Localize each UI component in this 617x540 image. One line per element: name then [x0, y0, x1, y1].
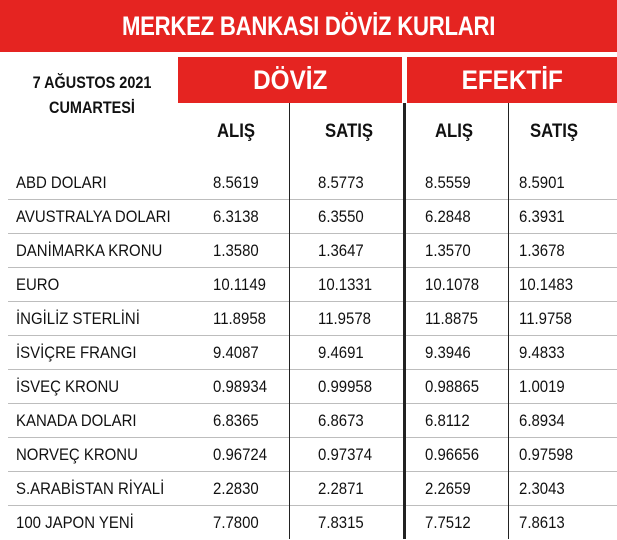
- table-row: [0, 404, 617, 438]
- rate-doviz-alis: 1.3580: [213, 241, 259, 260]
- table-row: [0, 472, 617, 506]
- page-title: MERKEZ BANKASI DÖVİZ KURLARI: [121, 10, 496, 41]
- rate-efektif-alis: 9.3946: [425, 343, 471, 362]
- column-header-doviz-alis: ALIŞ: [216, 121, 256, 142]
- group-header-efektif: [407, 57, 617, 103]
- rate-efektif-satis: 2.3043: [519, 479, 565, 498]
- table-row: [0, 166, 617, 200]
- rate-efektif-alis: 1.3570: [425, 241, 471, 260]
- table-row: [0, 302, 617, 336]
- rate-doviz-alis: 8.5619: [213, 173, 259, 192]
- rate-efektif-satis: 8.5901: [519, 173, 565, 192]
- currency-name: İSVEÇ KRONU: [16, 377, 120, 396]
- rate-efektif-satis: 0.97598: [519, 445, 574, 464]
- rate-doviz-satis: 7.8315: [318, 513, 364, 532]
- rate-doviz-alis: 7.7800: [213, 513, 259, 532]
- group-label-doviz: DÖVİZ: [252, 64, 328, 95]
- currency-name: AVUSTRALYA DOLARI: [16, 207, 171, 226]
- rate-efektif-alis: 2.2659: [425, 479, 471, 498]
- rate-efektif-alis: 6.2848: [425, 207, 471, 226]
- currency-name: EURO: [16, 275, 60, 294]
- table-row: [0, 200, 617, 234]
- rate-efektif-alis: 0.98865: [425, 377, 480, 396]
- column-header-doviz-satis: SATIŞ: [324, 121, 373, 142]
- rate-efektif-alis: 6.8112: [425, 411, 470, 430]
- column-header-efektif-satis: SATIŞ: [529, 121, 578, 142]
- rate-doviz-satis: 0.99958: [318, 377, 373, 396]
- column-header-efektif-alis: ALIŞ: [434, 121, 474, 142]
- table-row: [0, 370, 617, 404]
- currency-name: ABD DOLARI: [16, 173, 107, 192]
- column-divider: [508, 103, 509, 539]
- rate-doviz-satis: 9.4691: [318, 343, 364, 362]
- rate-doviz-satis: 6.3550: [318, 207, 364, 226]
- group-header-doviz: [178, 57, 402, 103]
- rate-efektif-satis: 1.0019: [519, 377, 565, 396]
- rate-doviz-alis: 0.98934: [213, 377, 268, 396]
- table-row: [0, 268, 617, 302]
- date-text: 7 AĞUSTOS 2021: [32, 73, 152, 92]
- rate-doviz-alis: 11.8958: [213, 309, 266, 328]
- rate-doviz-alis: 0.96724: [213, 445, 268, 464]
- rate-efektif-satis: 6.3931: [519, 207, 565, 226]
- rate-doviz-satis: 0.97374: [318, 445, 373, 464]
- rate-efektif-alis: 10.1078: [425, 275, 480, 294]
- rate-efektif-alis: 0.96656: [425, 445, 480, 464]
- table-row: [0, 506, 617, 540]
- rate-efektif-satis: 10.1483: [519, 275, 574, 294]
- rate-doviz-satis: 1.3647: [318, 241, 364, 260]
- currency-name: 100 JAPON YENİ: [16, 513, 134, 532]
- rate-doviz-satis: 2.2871: [318, 479, 364, 498]
- rate-doviz-alis: 6.3138: [213, 207, 259, 226]
- rate-doviz-alis: 6.8365: [213, 411, 259, 430]
- title-bar: [0, 0, 617, 52]
- rate-doviz-alis: 2.2830: [213, 479, 259, 498]
- rate-doviz-satis: 11.9578: [318, 309, 371, 328]
- currency-name: İNGİLİZ STERLİNİ: [16, 309, 140, 328]
- rate-doviz-satis: 8.5773: [318, 173, 364, 192]
- rate-doviz-satis: 10.1331: [318, 275, 373, 294]
- table-row: [0, 234, 617, 268]
- rate-efektif-satis: 9.4833: [519, 343, 565, 362]
- rate-efektif-satis: 6.8934: [519, 411, 565, 430]
- rate-efektif-alis: 8.5559: [425, 173, 471, 192]
- rate-efektif-satis: 1.3678: [519, 241, 565, 260]
- currency-name: NORVEÇ KRONU: [16, 445, 138, 464]
- rate-efektif-alis: 7.7512: [425, 513, 471, 532]
- column-divider: [289, 103, 290, 539]
- currency-name: S.ARABİSTAN RİYALİ: [16, 479, 165, 498]
- currency-name: KANADA DOLARI: [16, 411, 137, 430]
- currency-name: DANİMARKA KRONU: [16, 241, 163, 260]
- weekday-text: CUMARTESİ: [49, 98, 135, 117]
- currency-name: İSVİÇRE FRANGI: [16, 343, 137, 362]
- table-row: [0, 438, 617, 472]
- group-label-efektif: EFEKTİF: [461, 64, 563, 95]
- rate-efektif-satis: 11.9758: [519, 309, 572, 328]
- table-row: [0, 336, 617, 370]
- rate-doviz-alis: 9.4087: [213, 343, 259, 362]
- rate-doviz-satis: 6.8673: [318, 411, 364, 430]
- date-block: [19, 70, 165, 120]
- rate-doviz-alis: 10.1149: [213, 275, 266, 294]
- rate-efektif-satis: 7.8613: [519, 513, 565, 532]
- group-divider: [403, 103, 406, 539]
- rate-efektif-alis: 11.8875: [425, 309, 478, 328]
